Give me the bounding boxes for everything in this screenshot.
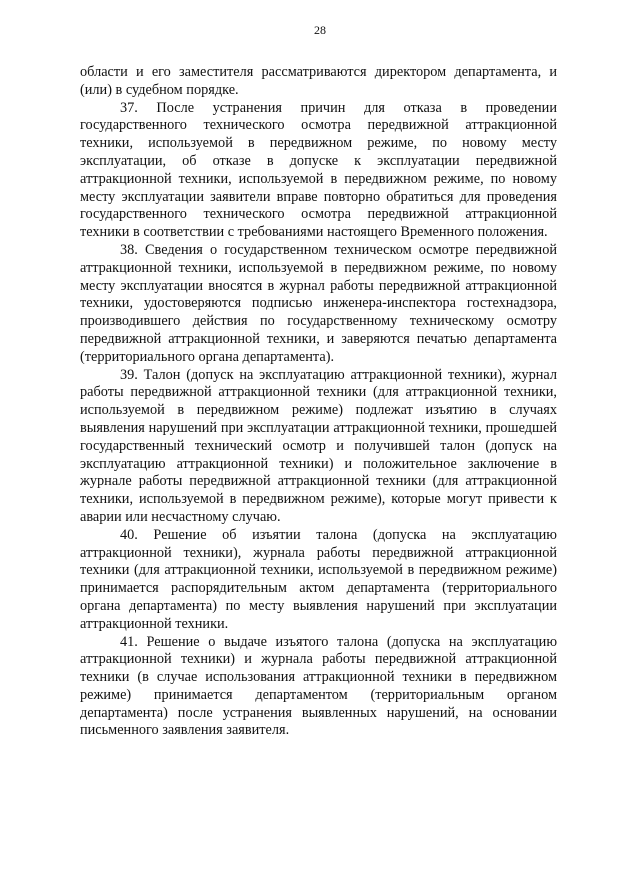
paragraph-41: 41. Решение о выдаче изъятого талона (допуска на эксплуатацию аттракционной техники) и журнала работы передвижной аттракционной техники (в случае использования аттракционной техники в передвижном режиме) принимается департаментом (территориальным органом департамента) после устранения выявленных нарушений, на основании письменного заявления заявителя. (80, 633, 557, 739)
page-number: 28 (314, 23, 326, 37)
paragraph-40: 40. Решение об изъятии талона (допуска на эксплуатацию аттракционной техники), журнала работы передвижной аттракционной техники (для аттракционной техники, используемой в передвижном режиме) принимается распорядительным актом департамента (территориального органа департамента) по месту выявления нарушений при эксплуатации аттракционной техники. (80, 526, 557, 632)
paragraph-38: 38. Сведения о государственном техническом осмотре передвижной аттракционной техники, используемой в передвижном режиме, по новому месту эксплуатации вносятся в журнал работы передвижной аттракционной техники, удостоверяются подписью инженера-инспектора гостехнадзора, производившего действия по государственному техническому осмотру передвижной аттракционной техники, и заверяются печатью департамента (территориального органа департамента). (80, 241, 557, 365)
paragraph-continuation: области и его заместителя рассматриваются директором департамента, и (или) в судебном порядке. (80, 64, 557, 98)
paragraph-37: 37. После устранения причин для отказа в проведении государственного технического осмотра передвижной аттракционной техники, используемой в передвижном режиме, по новому месту эксплуатации, об отказе в допуске к эксплуатации передвижной аттракционной техники, используемой в передвижном режиме, по новому месту эксплуатации заявители вправе повторно обратиться для проведения государственного технического осмотра передвижной аттракционной техники в соответствии с требованиями настоящего Временного положения. (80, 99, 557, 241)
document-body (80, 64, 557, 740)
paragraph-39: 39. Талон (допуск на эксплуатацию аттракционной техники), журнал работы передвижной аттракционной техники (для аттракционной техники, используемой в передвижном режиме) подлежат изъятию в случаях выявления нарушений при эксплуатации аттракционной техники, прошедшей государственный технический осмотр и получившей талон (допуск на эксплуатацию аттракционной техники) и положительное заключение в журнале работы передвижной аттракционной техники (для аттракционной техники, используемой в передвижном режиме), которые могут привести к аварии или несчастному случаю. (80, 366, 557, 525)
